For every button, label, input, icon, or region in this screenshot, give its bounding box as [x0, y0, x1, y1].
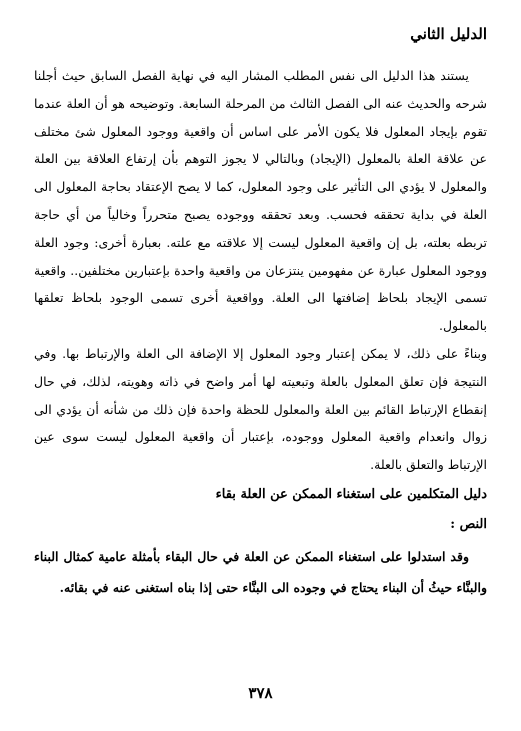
body-text: [34, 62, 487, 479]
paragraph: وبناءً على ذلك، لا يمكن إعتبار وجود المعلول إلا الإضافة الى العلة والإرتباط بها. وفي النتيجة فإن تعلق المعلول بالعلة وتبعيته لها أمر واضح في ذاته وهويته، لذلك، في حال إنقطاع الإرتباط القائم بين العلة والمعلول للحظة واحدة فإن ذلك من شأنه أن يؤدي الى زوال وانعدام واقعية المعلول ووجوده، بإعتبار أن واقعية المعلول ليست سوى عين الإرتباط والتعلق بالعلة.: [34, 345, 488, 473]
paragraph: يستند هذا الدليل الى نفس المطلب المشار اليه في نهاية الفصل السابق حيث أجلنا شرحه والحديث عنه الى الفصل الثالث من المرحلة السابعة. وتوضيحه هو أن العلة عندما تقوم بإيجاد المعلول فلا يكون الأمر على اساس أن واقعية ووجود المعلول شئ مختلف عن علاقة العلة بالمعلول (الإيجاد) وبالتالي لا يجوز التوهم بأن إرتفاع العلاقة بين العلة والمعلول لا يؤدي الى التأثير على وجود المعلول، كما لا يصح الإعتقاد بحاجة المعلول الى العلة في بداية تحققه فحسب. وبعد تحققه ووجوده يصبح متحرراً وخالياً من أي حاجة تربطه بعلته، بل إن واقعية المعلول ليست إلا علاقته مع علته. بعبارة أخرى: وجود العلة ووجود المعلول عبارة عن مفهومين ينتزعان من واقعية واحدة بإعتبارين مختلفين.. واقعية تسمى الإيجاد بلحاظ إضافتها الى العلة. وواقعية أخرى تسمى الوجود بلحاظ تعلقها بالمعلول.: [34, 68, 487, 334]
section-heading: الدليل الثاني: [410, 25, 487, 43]
text-label: النص :: [450, 516, 487, 532]
subheading: دليل المتكلمين على استغناء الممكن عن العلة بقاء: [215, 486, 487, 502]
quoted-text: وقد استدلوا على استغناء الممكن عن العلة في حال البقاء بأمثلة عامية كمثال البناء والبنَّاء حيثُ أن البناء يحتاج في وجوده الى البنَّاء حتى إذا بناه استغنى عنه في بقائه.: [34, 548, 487, 595]
page-number: ٣٧٨: [248, 684, 273, 702]
